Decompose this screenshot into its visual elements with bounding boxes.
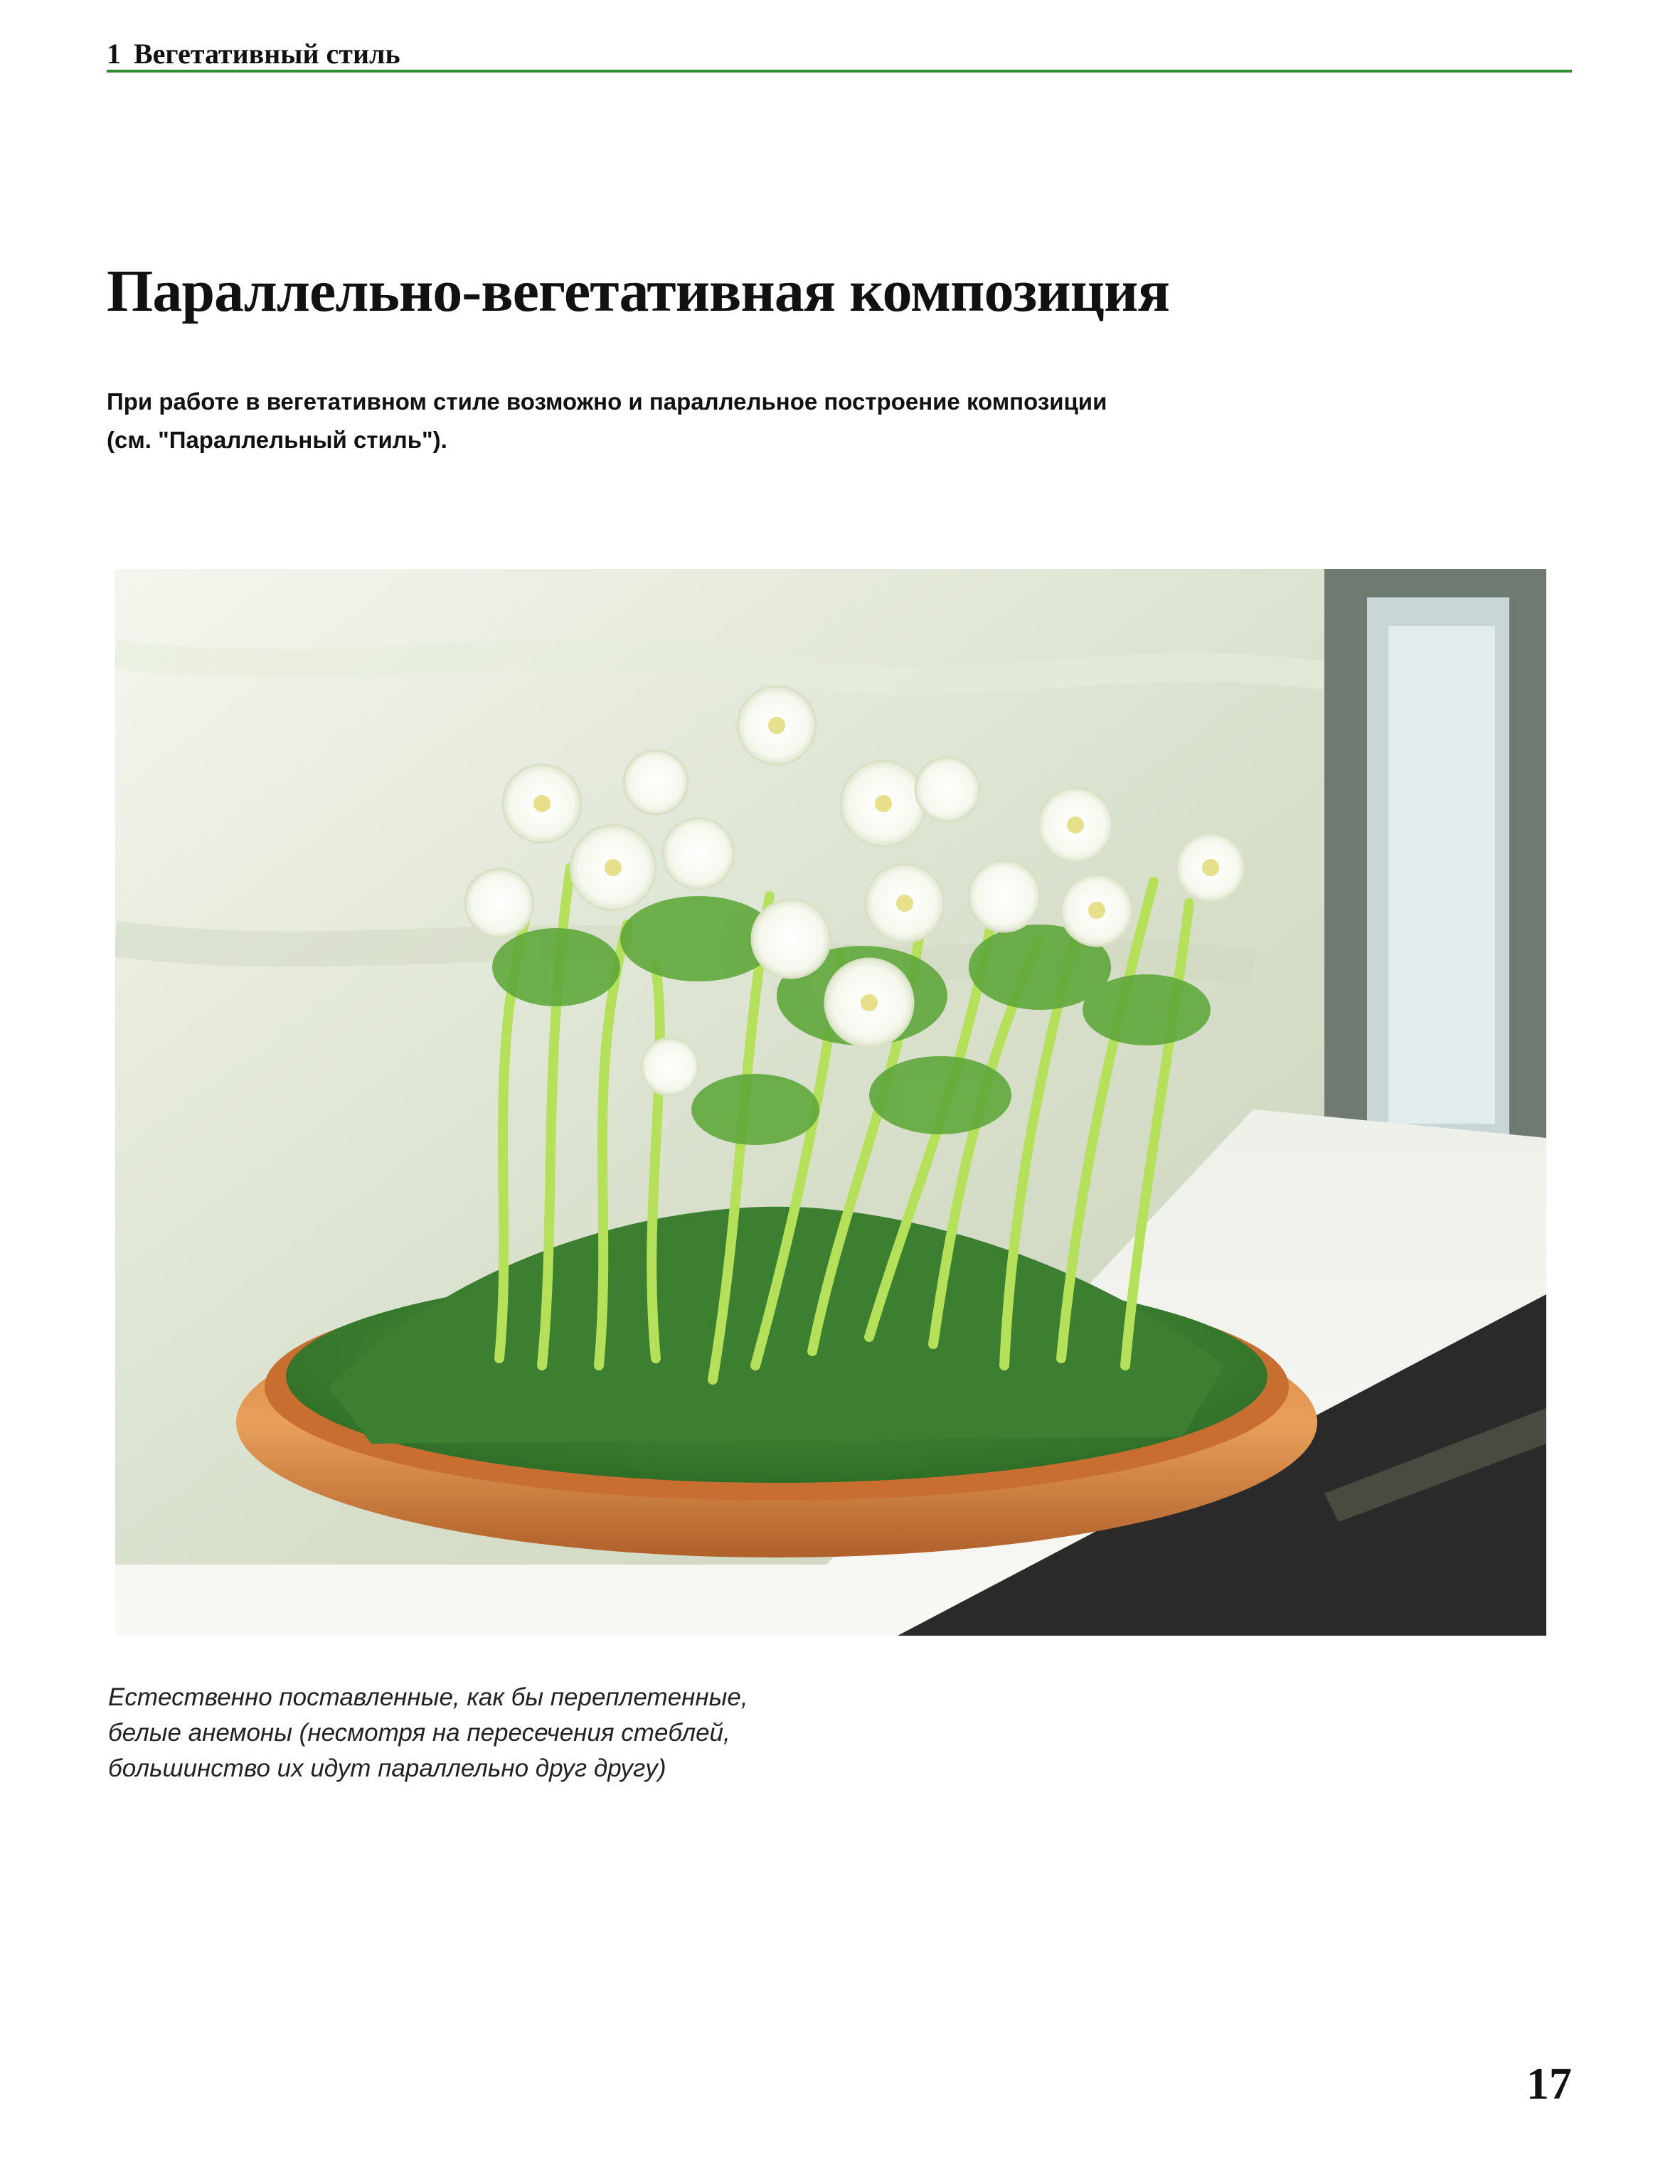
lead-line: (см. "Параллельный стиль"). — [107, 427, 447, 453]
lead-paragraph — [107, 383, 1316, 459]
anemone-photo — [115, 569, 1546, 1636]
caption-line: Естественно поставленные, как бы переплетенные, — [108, 1683, 748, 1711]
lead-line: При работе в вегетативном стиле возможно и параллельное построение композиции — [107, 388, 1107, 415]
caption-line: большинство их идут параллельно друг другу) — [108, 1754, 666, 1782]
chapter-title: Вегетативный стиль — [134, 38, 400, 70]
chapter-number: 1 — [107, 38, 121, 70]
running-header — [107, 37, 1572, 71]
page-title: Параллельно-вегетативная композиция — [107, 258, 1169, 324]
page-number: 17 — [1526, 2058, 1572, 2109]
caption-line: белые анемоны (несмотря на пересечения стеблей, — [108, 1719, 730, 1747]
header-rule — [107, 70, 1572, 73]
photo-caption — [108, 1680, 962, 1786]
